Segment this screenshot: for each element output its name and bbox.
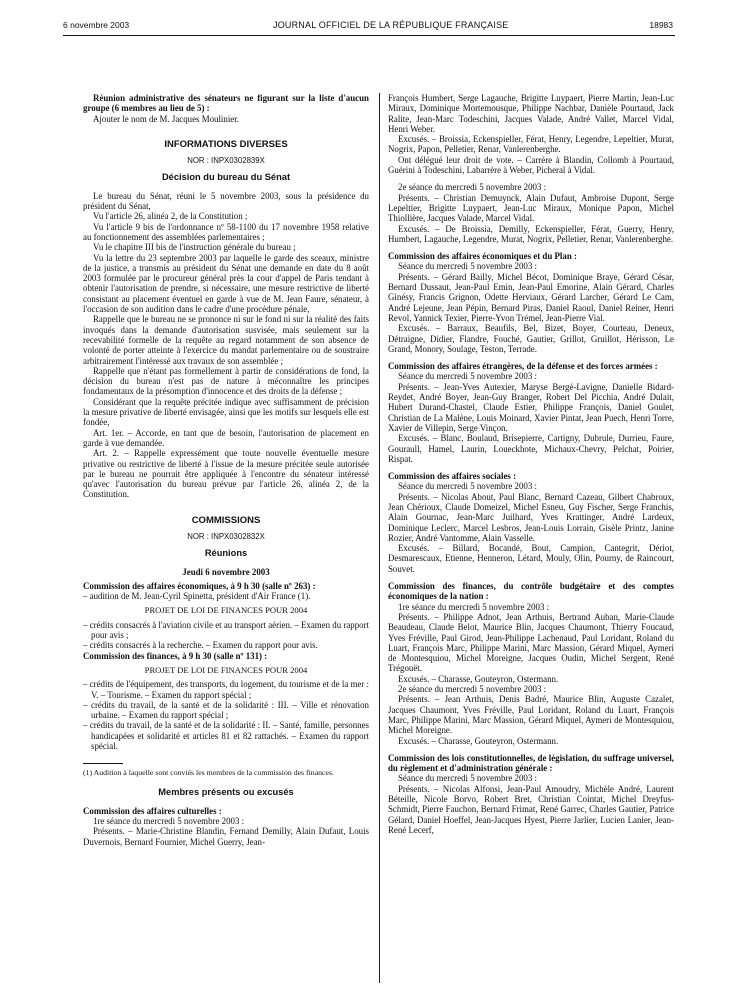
column-divider [379, 93, 380, 983]
cult-presents: Présents. – Marie-Christine Blandin, Fernand Demilly, Alain Dufaut, Louis Duvernois, Bernard Fournier, Michel Guerry, Jean- [83, 826, 369, 847]
etr-excuses: Excusés. – Blanc, Boulaud, Brisepierre, Cartigny, Dubrule, Durrieu, Faure, Gouraull, Hamel, Laurin, Loueckhote, Michaux-Chevry, Pelchat, Poirier, Rispat. [388, 433, 674, 464]
fin2-seance: 2e séance du mercredi 5 novembre 2003 : [398, 684, 547, 695]
decision-para: Vu l'article 26, alinéa 2, de la Constitution ; [93, 211, 248, 222]
cult-excuses: Excusés. – Broissia, Eckenspieller, Férat, Henry, Legendre, Lepeltier, Murat, Nogrix, Papon, Pelletier, Renar, Vanlerenberghe. [388, 134, 674, 155]
page-header [63, 20, 673, 34]
reunion-admin-text: Ajouter le nom de M. Jacques Moulinier. [93, 113, 239, 124]
fin1-seance: 1re séance du mercredi 5 novembre 2003 : [398, 601, 550, 612]
cult2-excuses: Excusés. – De Broissia, Demilly, Eckenspieller, Férat, Guerry, Henry, Humbert, Lagauche, Legendre, Murat, Nogrix, Pelletier, Renar, Vanlerenberghe. [388, 223, 674, 244]
plf1-item: – crédits consacrés à l'aviation civile et au transport aérien. – Examen du rapport pour avis ; [83, 619, 369, 641]
lois-heading: Commission des lois constitutionnelles, de législation, du suffrage universel, du règlement et d'administration générale : [388, 752, 674, 774]
eco-excuses: Excusés. – Barraux, Beaufils, Bel, Bizet, Boyer, Courteau, Deneux, Détraigne, Didier, Flandre, Fouché, Gautier, Grillot, Gruillot, Hérisson, Le Grand, Monory, Soulage, Teston, Terrade. [388, 323, 674, 354]
fin1-presents: Présents. – Philippe Adnot, Jean Arthuis, Bertrand Auban, Marie-Claude Beaudeau, Claude Belot, Maurice Blin, Jacques Chaumont, Thierry Foucaud, Yves Fréville, Paul Girod, Jean-Philippe Lachenaud, Paul Loridant, Roland du Luart, François Marc, Philippe Marini, Marc Massion, Gérard Miquel, Aymeri de Montesquiou, Michel Moreigne, Jacques Oudin, Michel Sergent, René Trégouët. [388, 611, 674, 674]
footnote: (1) Audition à laquelle sont conviés les membres de la commission des finances. [83, 768, 334, 778]
lois-seance: Séance du mercredi 5 novembre 2003 : [398, 773, 537, 784]
header-journal-title: JOURNAL OFFICIEL DE LA RÉPUBLIQUE FRANÇAISE [273, 20, 509, 30]
decision-article: Art. 1er. – Accorde, en tant que de besoin, l'autorisation de placement en garde à vue demandée. [83, 427, 369, 448]
cult-seance: 1re séance du mercredi 5 novembre 2003 : [93, 815, 245, 826]
fin1-excuses: Excusés. – Charasse, Gouteyron, Ostermann. [398, 673, 559, 684]
fin2-presents: Présents. – Jean Arthuis, Denis Badré, Maurice Blin, Auguste Cazalet, Jacques Chaumont, Yves Fréville, Paul Loridant, Roland du Luart, François Marc, Philippe Marini, Marc Massion, Gérard Miquel, Aymeri de Montesquiou, Michel Moreigne. [388, 694, 674, 736]
reunions-title: Réunions [204, 548, 248, 559]
reunion-admin-heading: Réunion administrative des sénateurs ne figurant sur la liste d'aucun groupe (6 membres au lieu de 5) : [83, 93, 369, 114]
decision-para: Vu l'article 9 bis de l'ordonnance nº 58-1100 du 17 novembre 1958 relative au fonctionnement des assemblées parlementaires ; [83, 221, 369, 242]
eco-commission-heading: Commission des affaires économiques, à 9 h 30 (salle nº 263) : [83, 580, 316, 591]
decision-para: Vu le chapitre III bis de l'instruction générale du bureau ; [93, 242, 296, 253]
cult-presents-cont: François Humbert, Serge Lagauche, Brigitte Luypaert, Pierre Martin, Jean-Luc Miraux, Dominique Mortemousque, Philippe Nachbar, Danièle Pourtaud, Jack Ralite, Jean-Marc Todeschini, Jacques Valade, André Vallet, Marcel Vidal, Henri Weber. [388, 93, 674, 134]
decision-title: Décision du bureau du Sénat [161, 172, 291, 183]
plf-heading-2: PROJET DE LOI DE FINANCES POUR 2004 [144, 664, 308, 675]
cult2-seance: 2e séance du mercredi 5 novembre 2003 : [398, 182, 547, 193]
fin2-excuses: Excusés. – Charasse, Gouteyron, Ostermann. [398, 735, 559, 746]
info-nor: NOR : INPX0302839X [187, 156, 265, 166]
soc-presents: Présents. – Nicolas About, Paul Blanc, Bernard Cazeau, Gilbert Chabroux, Jean Chérioux, Claude Domeizel, Michel Esneu, Guy Fischer, Serge Franchis, Alain Gournac, Jean-Marc Juilhard, Yves Krattinger, André Lardeux, Dominique Leclerc, Marcel Lesbros, Jean-Louis Lorrain, Gisèle Printz, Janine Rozier, André Vantomme, Alain Vasselle. [388, 491, 674, 543]
commissions-title: COMMISSIONS [191, 514, 261, 526]
eco-plan-heading: Commission des affaires économiques et du Plan : [388, 251, 577, 262]
eco-agenda-item: – audition de M. Jean-Cyril Spinetta, président d'Air France (1). [83, 591, 311, 602]
jeudi-date: Jeudi 6 novembre 2003 [182, 566, 270, 577]
eco-seance: Séance du mercredi 5 novembre 2003 : [398, 261, 537, 272]
plf2-item: – crédits de l'équipement, des transports, du logement, du tourisme et de la mer : V. – Tourisme. – Examen du rapport spécial ; [83, 679, 369, 700]
cult-commission-heading: Commission des affaires culturelles : [83, 805, 222, 816]
etr-seance: Séance du mercredi 5 novembre 2003 : [398, 371, 537, 382]
membres-title: Membres présents ou excusés [158, 787, 294, 798]
eco-presents: Présents. – Gérard Bailly, Michel Bécot, Dominique Braye, Gérard César, Bernard Dussaut, Jean-Paul Emin, Jean-Paul Emorine, Alain Gérard, Charles Ginésy, Francis Grignon, Odette Herviaux, Gérard Larcher, Gérard Le Cam, André Lejeune, Jean Pépin, Bernard Piras, Daniel Raoul, Daniel Reiner, Henri Revol, Yannick Texier, Pierre-Yvon Trémel, Jean-Pierre Vial. [388, 271, 674, 323]
etr-heading: Commission des affaires étrangères, de la défense et des forces armées : [388, 361, 658, 372]
cult2-presents: Présents. – Christian Demuynck, Alain Dufaut, Ambroise Dupont, Serge Lepeltier, Brigitte Luypaert, Jean-Luc Miraux, Monique Papon, Michel Thiollière, Jacques Valade, Marcel Vidal. [388, 192, 674, 224]
informations-diverses-title: INFORMATIONS DIVERSES [164, 138, 288, 150]
plf2-item: – crédits du travail, de la santé et de la solidarité : II. – Santé, famille, personnes handicapées et solidarité et articles 81 et 82 rattachés. – Examen du rapport spécial. [83, 720, 369, 752]
decision-para: Le bureau du Sénat, réuni le 5 novembre 2003, sous la présidence du président du Sénat, [83, 190, 369, 212]
decision-para: Vu la lettre du 23 septembre 2003 par laquelle le garde des sceaux, ministre de la justice, a transmis au président du Sénat une demande en date du 8 août 2003 formulée par le procureur général près la cour d'appel de Paris tendant à obtenir l'autorisation de prendre, si nécessaire, une mesure restrictive de liberté consistant au placement éventuel en garde à vue de M. Jean Faure, sénateur, à l'occasion de son audition dans le cadre d'une procédure pénale, [83, 252, 369, 315]
fin-commission-heading: Commission des finances, à 9 h 30 (salle nº 131) : [83, 650, 268, 661]
plf2-item: – crédits du travail, de la santé et de la solidarité : III. – Ville et rénovation urbaine. – Examen du rapport spécial ; [83, 699, 369, 721]
lois-presents: Présents. – Nicolas Alfonsi, Jean-Paul Amoudry, Michèle André, Laurent Béteille, Nicole Borvo, Robert Bret, Christian Cointat, Michel Dreyfus-Schmidt, Pierre Fauchon, Bernard Frimat, René Garrec, Charles Gautier, Patrice Gélard, Daniel Hoeffel, Jean-Jacques Hyest, Pierre Jarlier, Lucien Lanier, Jean-René Lecerf, [388, 783, 674, 835]
decision-para: Rappelle que le bureau ne se prononce ni sur le fond ni sur la réalité des faits invoqués dans la demande d'autorisation susvisée, mais seulement sur la recevabilité formelle de la requête au regard notamment de son absence de volonté de porter atteinte à l'exercice du mandat parlementaire ou de soustraire arbitrairement l'intéressé aux travaux de son assemblée ; [83, 314, 369, 366]
header-rule [63, 35, 675, 36]
footnote-rule [83, 763, 123, 764]
right-column [388, 93, 674, 835]
plf1-item: – crédits consacrés à la recherche. – Examen du rapport pour avis. [83, 640, 318, 651]
cult-delegue: Ont délégué leur droit de vote. – Carrère à Blandin, Collomb à Pourtaud, Guérini à Todeschini, Labarrère à Weber, Picheral à Vidal. [388, 154, 674, 176]
header-page-number: 18983 [649, 20, 673, 30]
decision-para: Rappelle que n'étant pas formellement à partir de considérations de fond, la décision du bureau n'est pas de nature à méconnaître les principes fondamentaux de la présomption d'innocence et des droits de la défense ; [83, 365, 369, 397]
soc-heading: Commission des affaires sociales : [388, 471, 517, 482]
decision-para: Considérant que la requête précitée indique avec suffisamment de précision la mesure privative de liberté envisagée, ainsi que les motifs sur lesquels elle est fondée, [83, 396, 369, 428]
commissions-nor: NOR : INPX0302832X [187, 531, 265, 541]
etr-presents: Présents. – Jean-Yves Autexier, Maryse Bergé-Lavigne, Danielle Bidard-Reydet, André Boyer, Jean-Guy Branger, Robert Del Picchia, André Dulait, Hubert Durand-Chastel, Claude Estier, Philippe François, Daniel Goulet, Christian de La Malène, Louis Moinard, Xavier Pintat, Jean Puech, Henri Torre, Xavier de Villepin, Serge Vinçon. [388, 381, 674, 433]
soc-excuses: Excusés. – Billard, Bocandé, Bout, Campion, Cantegrit, Dériot, Desmarescaux, Etienne, Henneron, Létard, Mouly, Olin, Pourny, de Raincourt, Souvet. [388, 543, 674, 574]
header-date: 6 novembre 2003 [63, 20, 130, 30]
decision-article: Art. 2. – Rappelle expressément que toute nouvelle éventuelle mesure privative ou restrictive de liberté à l'issue de la mesure précitée seule autorisée par le bureau ne pourrait être appliquée à l'encontre du sénateur intéressé qu'avec l'autorisation du bureau prévue par l'article 26, alinéa 2, de la Constitution. [83, 448, 369, 500]
fin-heading: Commission des finances, du contrôle budgétaire et des comptes économiques de la nation : [388, 581, 674, 602]
plf-heading-1: PROJET DE LOI DE FINANCES POUR 2004 [144, 605, 308, 616]
soc-seance: Séance du mercredi 5 novembre 2003 : [398, 481, 537, 492]
left-column [83, 93, 369, 847]
